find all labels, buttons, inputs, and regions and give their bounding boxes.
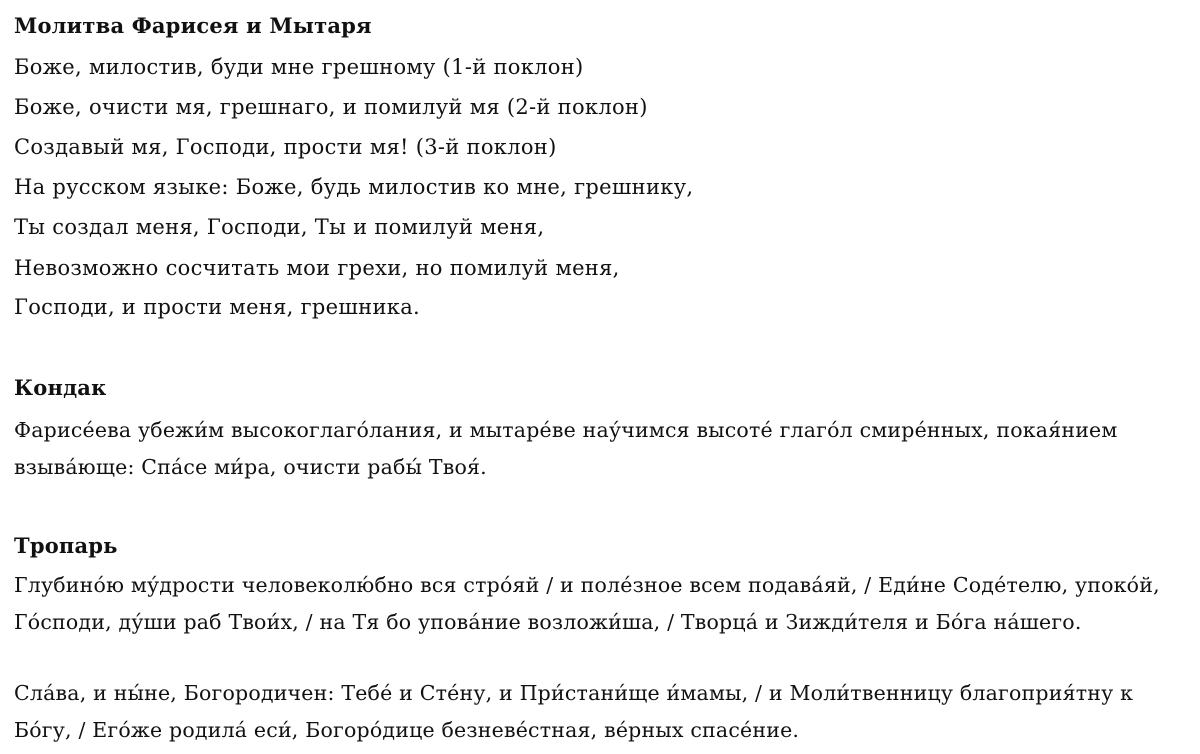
theotokion-text: Сла́ва, и ны́не, Богородичен: Тебе́ и Сте́ну, и При́стани́ще и́мамы, / и Моли́твенницу благоприя́тну к Бо́гу, / Его́же родила́ еси́, Богоро́дице безневе́стная, ве́рных спасе́ние. (14, 681, 1134, 742)
prayer-line: Невозможно сосчитать мои грехи, но помилуй меня, (14, 256, 620, 280)
prayer-line: Боже, очисти мя, грешнаго, и помилуй мя (2-й поклон) (14, 95, 648, 119)
prayer-line: Боже, милостив, буди мне грешному (1-й поклон) (14, 55, 584, 79)
prayer-title: Молитва Фарисея и Мытаря (14, 13, 372, 38)
tropar-title: Тропарь (14, 533, 118, 558)
tropar-text: Глубино́ю му́дрости человеколю́бно вся стро́яй / и поле́зное всем подава́яй, / Еди́не Соде́телю, упоко́й, Го́споди, ду́ши раб Твои́х, / на Тя бо упова́ние возложи́ша, / Творца́ и Зижди́теля и Бо́га на́шего. (14, 573, 1160, 634)
prayer-line: На русском языке: Боже, будь милостив ко мне, грешнику, (14, 175, 694, 199)
prayer-line: Господи, и прости меня, грешника. (14, 295, 420, 319)
prayer-line: Создавый мя, Господи, прости мя! (3-й поклон) (14, 135, 557, 159)
prayer-line: Ты создал меня, Господи, Ты и помилуй меня, (14, 215, 545, 239)
kondak-title: Кондак (14, 375, 107, 400)
kondak-text: Фарисе́ева убежи́м высокоглаго́лания, и мытаре́ве нау́чимся высоте́ глаго́л смире́нных, покая́нием взыва́юще: Спа́се ми́ра, очисти рабы́ Твоя́. (14, 418, 1118, 479)
